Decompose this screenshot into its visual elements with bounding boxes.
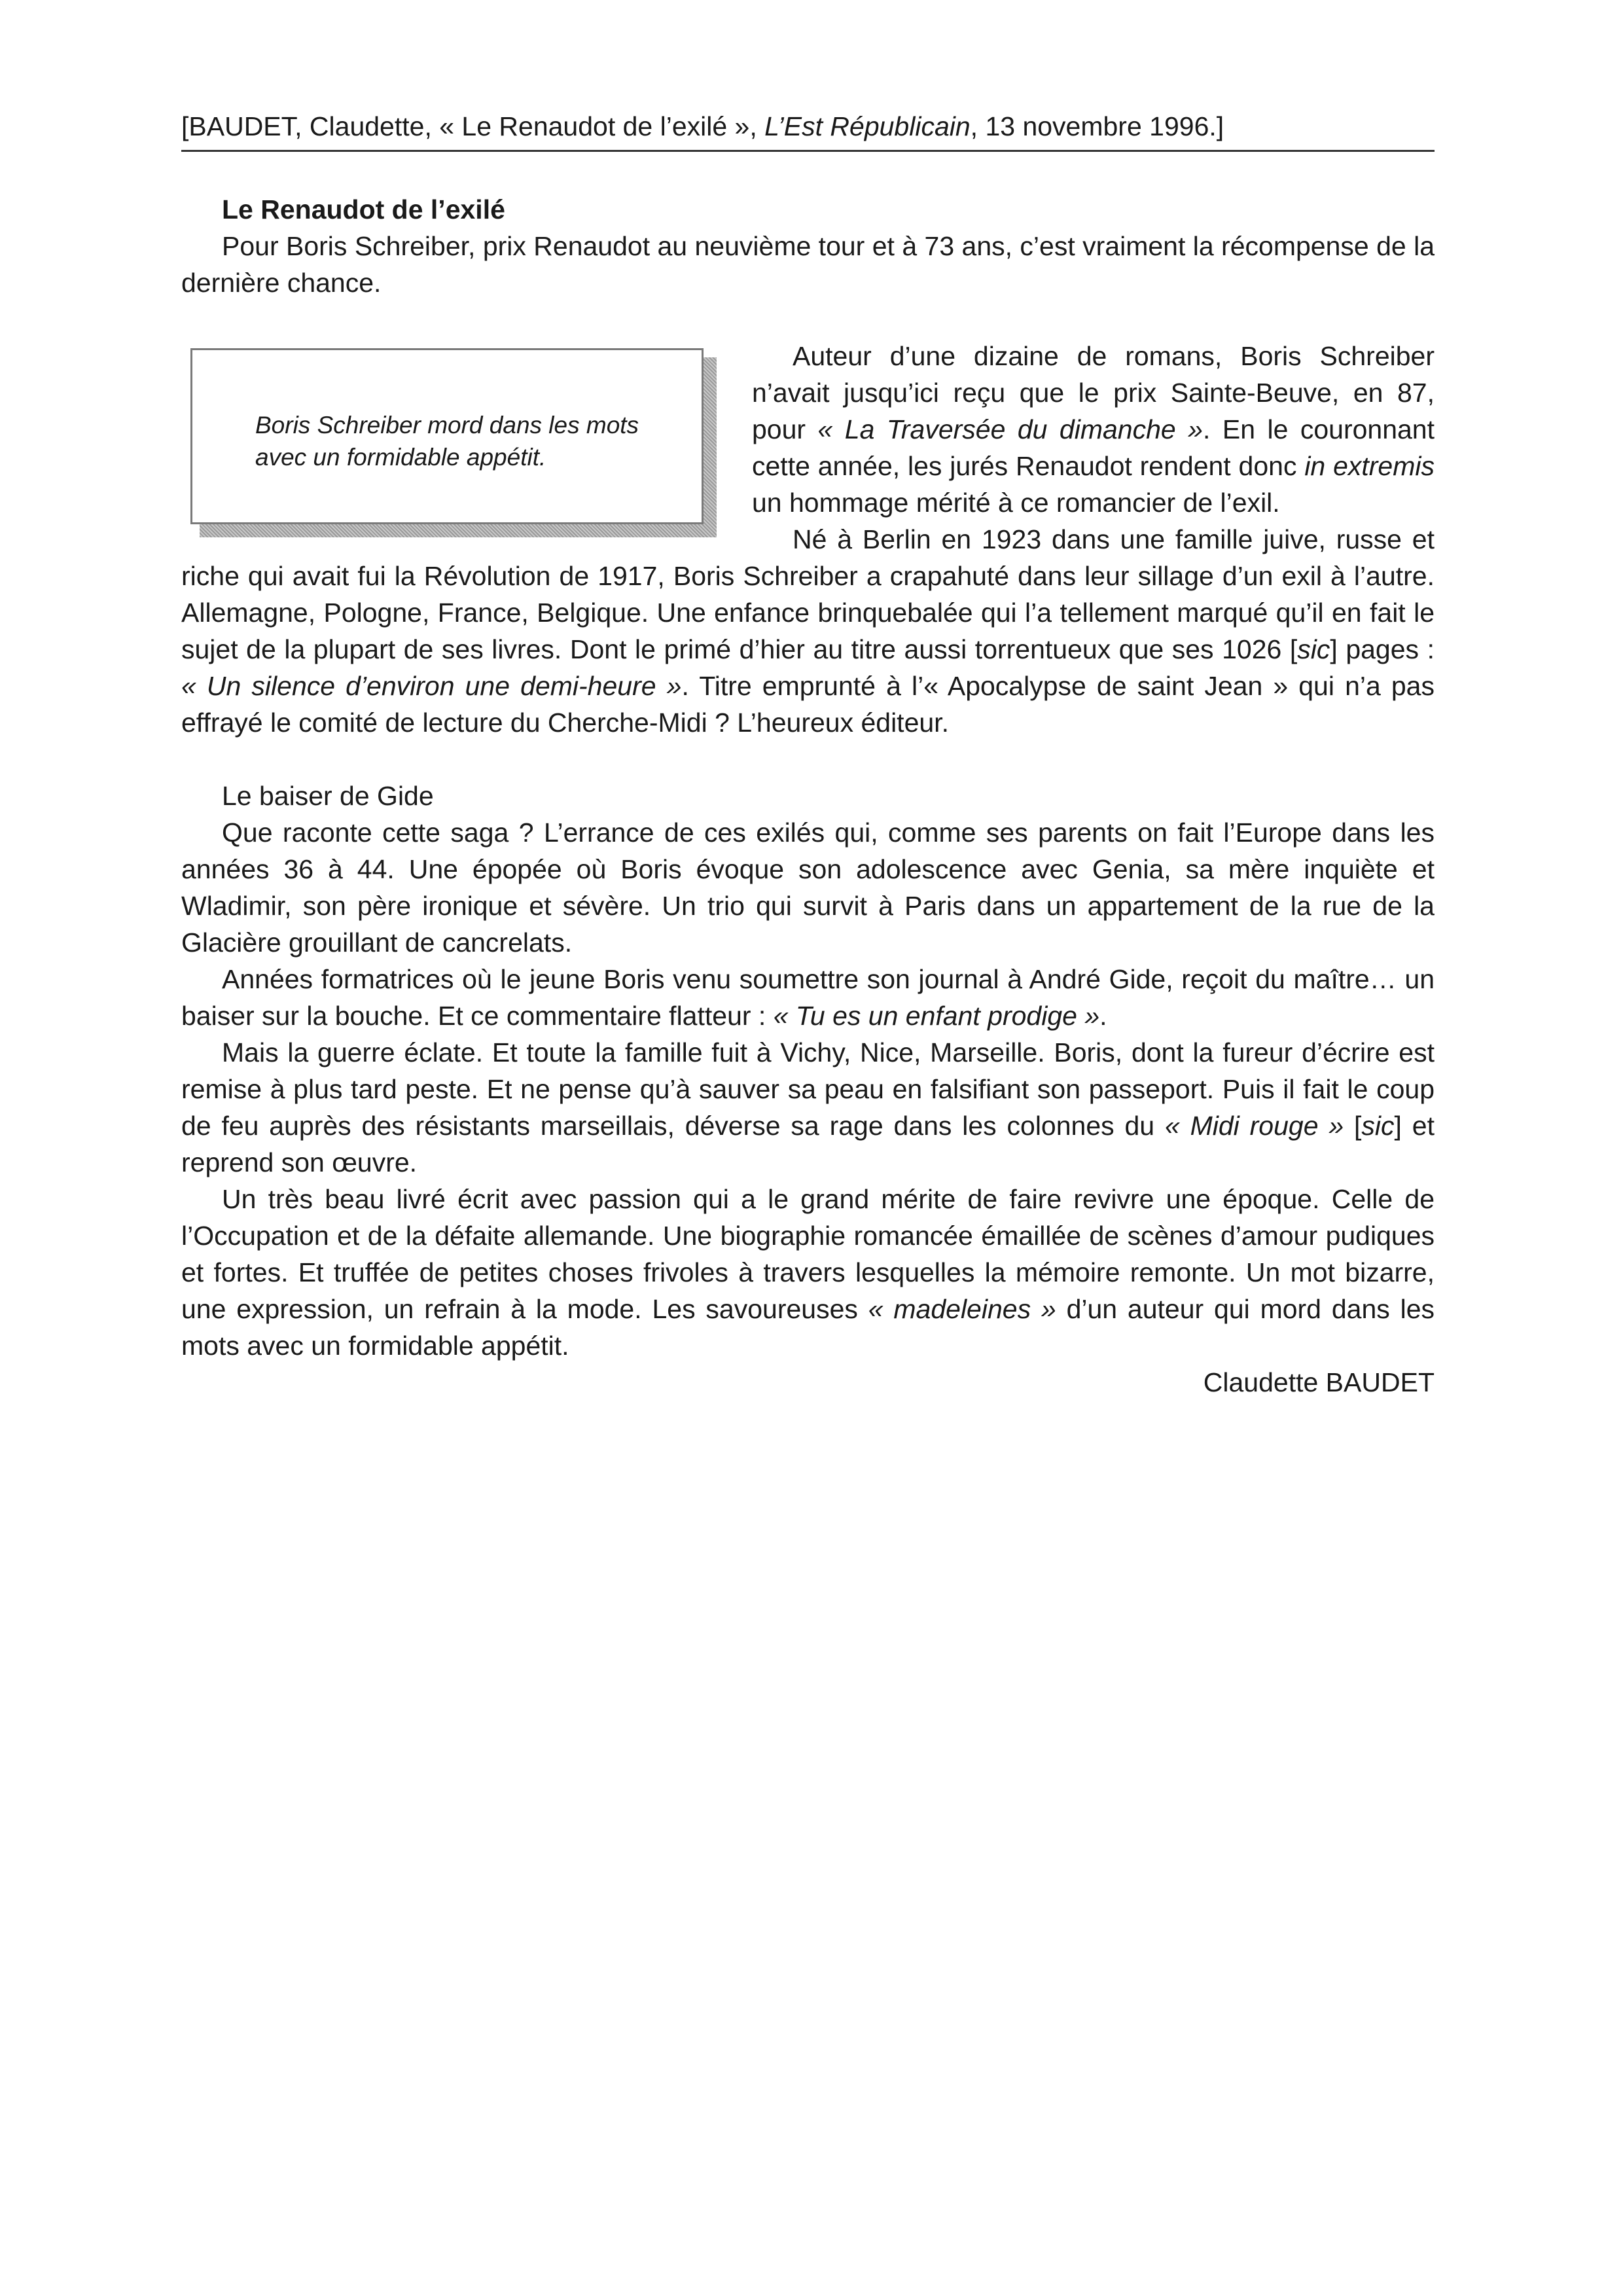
madeleines-quote: « madeleines » bbox=[868, 1294, 1056, 1324]
paragraph-1-text-a: Auteur d’une dizaine de romans, Boris Schreiber n’avait jusqu’ici reçu que le prix Sainte-Beuve, en 87, pour bbox=[752, 341, 1435, 444]
paragraph-2-text-e: . Titre emprunté à l’« Apocalypse de saint Jean » qui n’a pas effrayé le comité de lecture du Cherche-Midi ? L’heureux éditeur. bbox=[181, 671, 1435, 738]
paragraph-2-text-a: Né à Berlin en 1923 dans une famille juive, russe et riche qui avait fui la Révolution de 1917, Boris Schreiber a crapahuté dans leur sillage d’un exil à l’autre. Allemagne, Pologne, France, Belgique. Une enfance brinquebalée qui l’a tellement marqué qu’il en fait le sujet de la plupart de ses livres. Dont le primé d’hier au titre aussi torrentueux que ses 1026 [ bbox=[181, 524, 1435, 664]
newspaper-midi-rouge: « Midi rouge » bbox=[1164, 1111, 1344, 1141]
spacer bbox=[181, 301, 1435, 338]
paragraph-4 bbox=[181, 961, 1435, 1034]
paragraph-1-text-e: un hommage mérité à ce romancier de l’exil. bbox=[752, 488, 1280, 518]
paragraph-6-text-a: Un très beau livré écrit avec passion qui a le grand mérite de faire revivre une époque. Celle de l’Occupation et de la défaite allemande. Une biographie romancée émaillée de scènes d’amour pudiques et fortes. Et truffée de petites choses frivoles à travers lesquelles la mémoire remonte. Un mot bizarre, une expression, un refrain à la mode. Les savoureuses bbox=[181, 1184, 1435, 1324]
sic-marker: sic bbox=[1297, 634, 1330, 664]
citation-journal: L’Est Républicain bbox=[764, 111, 971, 141]
pullquote-frame bbox=[190, 348, 704, 524]
paragraph-4-text-a: Années formatrices où le jeune Boris venu soumettre son journal à André Gide, reçoit du maître… un baiser sur la bouche. Et ce commentaire flatteur : bbox=[181, 964, 1435, 1031]
paragraph-5-text-a: Mais la guerre éclate. Et toute la famille fuit à Vichy, Nice, Marseille. Boris, dont la fureur d’écrire est remise à plus tard peste. Et ne pense qu’à sauver sa peau en falsifiant son passeport. Puis il fait le coup de feu auprès des résistants marseillais, déverse sa rage dans les colonnes du bbox=[181, 1037, 1435, 1141]
paragraph-6-text-c: d’un auteur qui mord dans les mots avec un formidable appétit. bbox=[181, 1294, 1435, 1361]
article-body bbox=[181, 191, 1435, 1401]
paragraph-2 bbox=[181, 521, 1435, 741]
citation-suffix: , 13 novembre 1996.] bbox=[970, 111, 1224, 141]
book-title-silence: « Un silence d’environ une demi-heure » bbox=[181, 671, 682, 701]
paragraph-3: Que raconte cette saga ? L’errance de ces exilés qui, comme ses parents on fait l’Europe dans les années 36 à 44. Une épopée où Boris évoque son adolescence avec Genia, sa mère inquiète et Wladimir, son père ironique et sévère. Un trio qui survit à Paris dans un appartement de la rue de la Glacière grouillant de cancrelats. bbox=[181, 817, 1435, 958]
sic-marker: sic bbox=[1361, 1111, 1395, 1141]
spacer bbox=[181, 741, 1435, 778]
book-title-traversee: « La Traversée du dimanche » bbox=[817, 414, 1203, 444]
paragraph-2-text-c: ] pages : bbox=[1330, 634, 1435, 664]
pullquote-box bbox=[190, 348, 734, 538]
paragraph-5-text-c: [ bbox=[1344, 1111, 1362, 1141]
author-signature: Claudette BAUDET bbox=[1203, 1367, 1435, 1397]
article-lead: Pour Boris Schreiber, prix Renaudot au neuvième tour et à 73 ans, c’est vraiment la récompense de la dernière chance. bbox=[181, 231, 1435, 298]
latin-in-extremis: in extremis bbox=[1304, 451, 1435, 481]
paragraph-5-text-e: ] et reprend son œuvre. bbox=[181, 1111, 1435, 1177]
gide-quote: « Tu es un enfant prodige » bbox=[773, 1001, 1100, 1031]
citation-header bbox=[181, 110, 1435, 152]
paragraph-5 bbox=[181, 1034, 1435, 1181]
article-title: Le Renaudot de l’exilé bbox=[222, 194, 505, 224]
pullquote-text: Boris Schreiber mord dans les mots avec un formidable appétit. bbox=[255, 412, 639, 471]
paragraph-4-text-c: . bbox=[1099, 1001, 1107, 1031]
paragraph-1-text-c: . En le couronnant cette année, les jurés Renaudot rendent donc bbox=[752, 414, 1435, 481]
citation-prefix: [BAUDET, Claudette, « Le Renaudot de l’exilé », bbox=[181, 111, 765, 141]
paragraph-6 bbox=[181, 1181, 1435, 1364]
subheading: Le baiser de Gide bbox=[222, 781, 434, 811]
